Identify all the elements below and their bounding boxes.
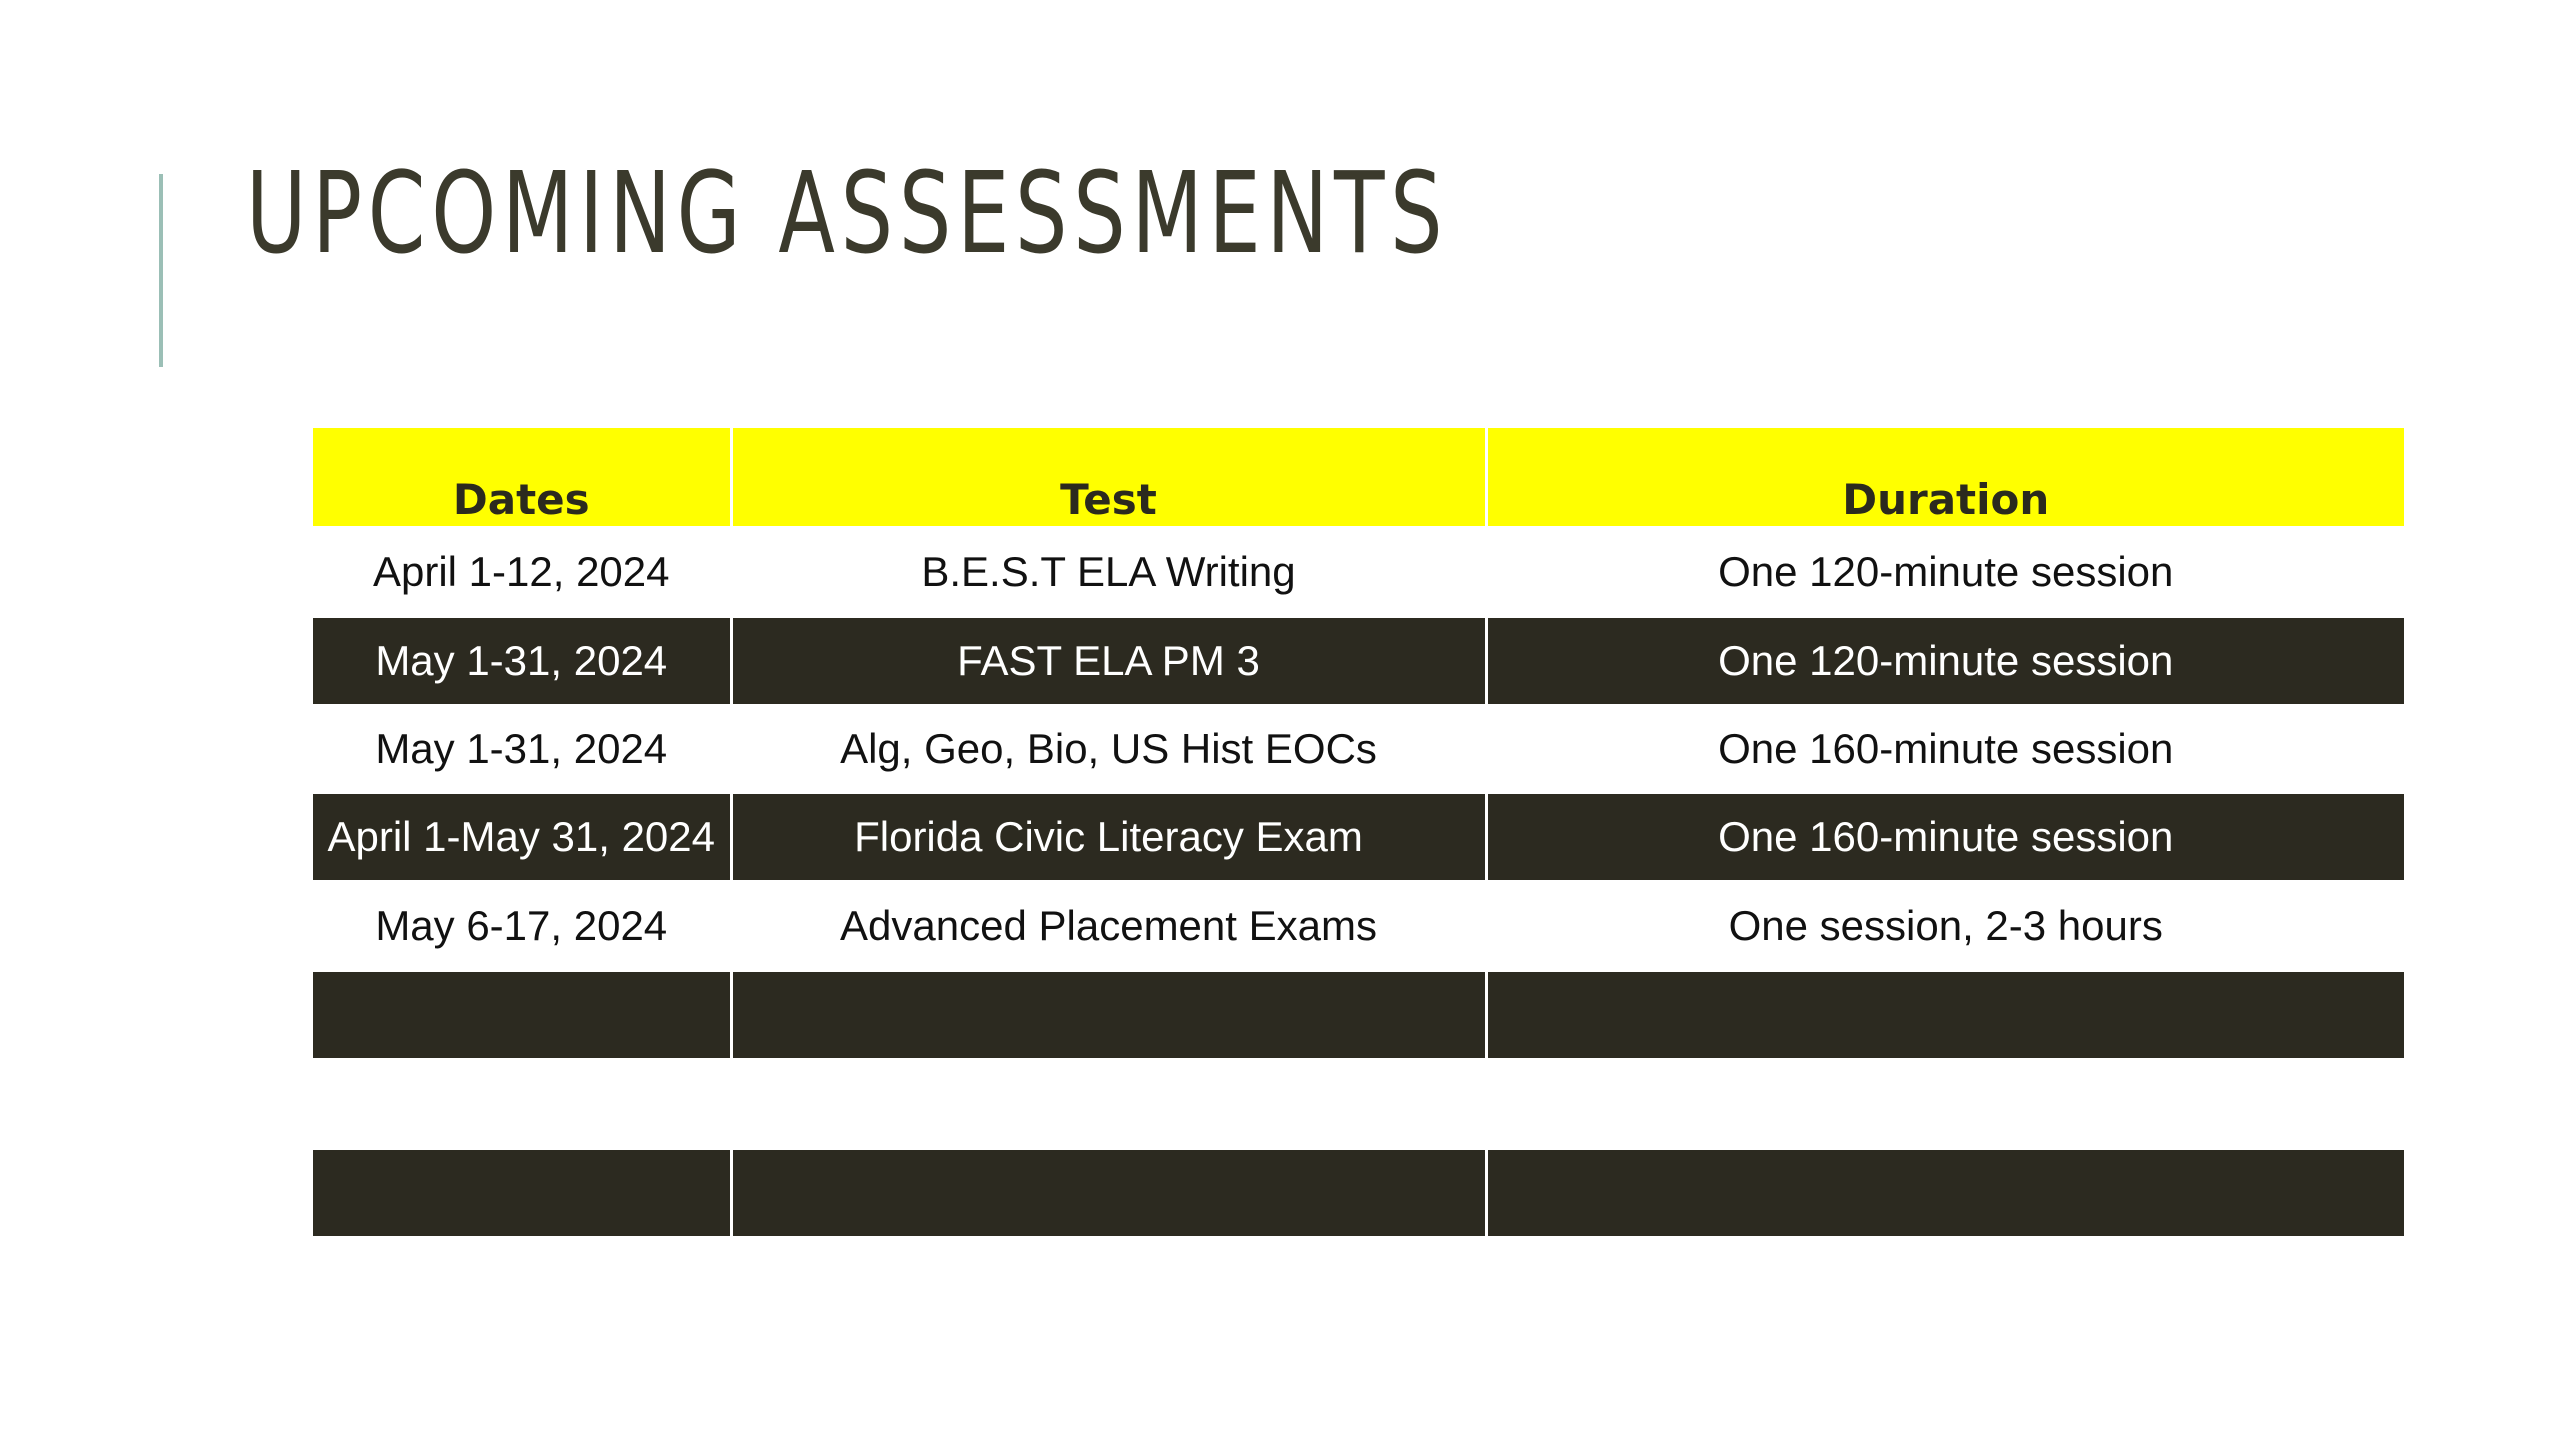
cell-duration: One 120-minute session — [1486, 526, 2404, 618]
cell-test: FAST ELA PM 3 — [731, 618, 1486, 704]
cell-dates: May 1-31, 2024 — [313, 704, 731, 794]
table-header-row — [313, 428, 2404, 526]
cell-test: B.E.S.T ELA Writing — [731, 526, 1486, 618]
slide-title: UPCOMING ASSESSMENTS — [246, 149, 1449, 279]
cell-test — [731, 972, 1486, 1058]
cell-duration: One 120-minute session — [1486, 618, 2404, 704]
assessments-table — [313, 428, 2404, 1236]
cell-duration: One session, 2-3 hours — [1486, 880, 2404, 972]
cell-dates: May 1-31, 2024 — [313, 618, 731, 704]
header-duration: Duration — [1486, 428, 2404, 526]
header-test: Test — [731, 428, 1486, 526]
cell-dates — [313, 1150, 731, 1236]
cell-dates: April 1-12, 2024 — [313, 526, 731, 618]
cell-test: Advanced Placement Exams — [731, 880, 1486, 972]
table-row — [313, 618, 2404, 704]
cell-test: Alg, Geo, Bio, US Hist EOCs — [731, 704, 1486, 794]
table-row — [313, 526, 2404, 618]
cell-duration — [1486, 1150, 2404, 1236]
table-row — [313, 704, 2404, 794]
table-row — [313, 1058, 2404, 1150]
cell-dates — [313, 1058, 731, 1150]
table-row — [313, 972, 2404, 1058]
cell-test — [731, 1150, 1486, 1236]
cell-duration — [1486, 972, 2404, 1058]
title-accent-bar — [159, 174, 163, 367]
cell-test — [731, 1058, 1486, 1150]
table-row — [313, 1150, 2404, 1236]
cell-duration: One 160-minute session — [1486, 704, 2404, 794]
cell-duration: One 160-minute session — [1486, 794, 2404, 880]
cell-dates — [313, 972, 731, 1058]
table-row — [313, 880, 2404, 972]
cell-duration — [1486, 1058, 2404, 1150]
cell-dates: April 1-May 31, 2024 — [313, 794, 731, 880]
cell-test: Florida Civic Literacy Exam — [731, 794, 1486, 880]
cell-dates: May 6-17, 2024 — [313, 880, 731, 972]
header-dates: Dates — [313, 428, 731, 526]
table-row — [313, 794, 2404, 880]
